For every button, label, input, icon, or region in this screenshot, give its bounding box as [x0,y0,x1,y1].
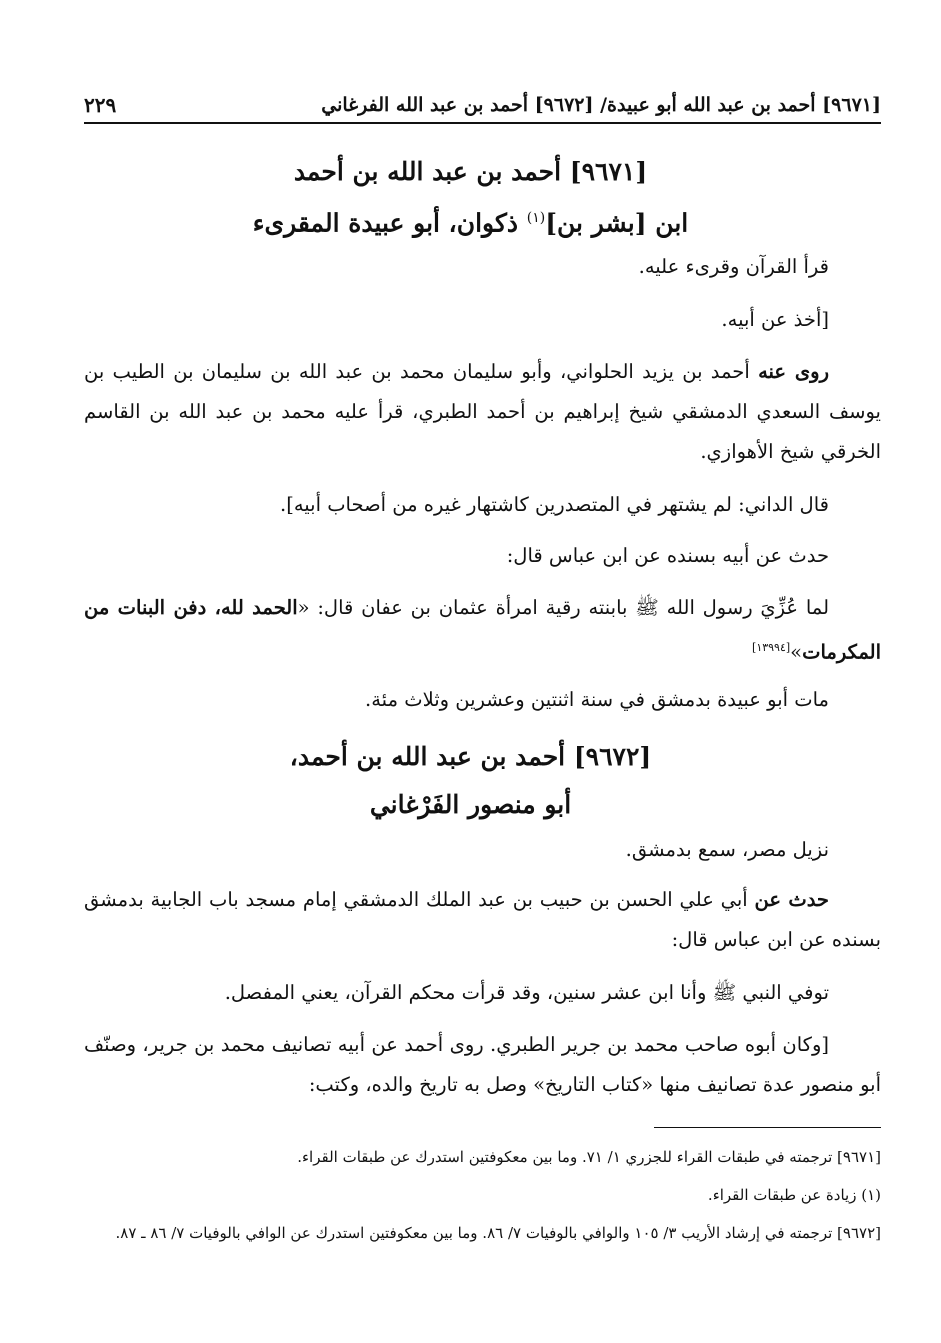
entry-9672-para-2 [84,880,881,960]
footnote-9672: [٩٦٧٢] ترجمته في إرشاد الأريب ٣/ ١٠٥ والوافي بالوفيات ٧/ ٨٦. وما بين معكوفتين استدرك عن الوافي بالوفيات ٧/ ٨٦ ـ ٨٧. [115,1224,881,1242]
narrated-from-lead: حدث عن [754,888,829,911]
entry-9671-para-4: قال الداني: لم يشتهر في المتصدرين كاشتهار غيره من أصحاب أبيه]. [280,493,829,516]
footnote-1: (١) زيادة عن طبقات القراء. [707,1186,881,1204]
hadith-quote: الحمد لله، دفن البنات من المكرمات [84,596,881,664]
entry-9672-title-line1: [٩٦٧٢] أحمد بن عبد الله بن أحمد، [289,742,652,771]
footnote-marker: (١) [526,210,546,226]
footnote-separator [654,1127,881,1128]
entry-9671-hadith [84,588,881,673]
entry-9671-para-7: مات أبو عبيدة بدمشق في سنة اثنتين وعشرين وثلاث مئة. [365,688,829,711]
title-line2-part-b: ذكوان، أبو عبيدة المقرىء [252,208,527,238]
entry-9672-para-4: [وكان أبوه صاحب محمد بن جرير الطبري. روى أحمد عن أبيه تصانيف محمد بن جرير، وصنّف أبو منصور عدة تصانيف منها «كتاب التاريخ» وصل به تاريخ والده، وكتب: [84,1033,881,1096]
entry-9671-title-line1: [٩٦٧١] أحمد بن عبد الله بن أحمد [293,157,648,186]
entry-9671-para-2: [أخذ عن أبيه. [721,308,829,331]
entry-9672-para-1: نزيل مصر، سمع بدمشق. [625,838,829,861]
hadith-ref: [١٣٩٩٤] [752,641,791,654]
narrated-from-text: أبي علي الحسن بن حبيب بن عبد الملك الدمشقي إمام مسجد باب الجابية بدمشق بسنده عن ابن عباس قال: [84,888,881,951]
entry-9672-para-3: توفي النبي ﷺ وأنا ابن عشر سنين، وقد قرأت محكم القرآن، يعني المفصل. [224,981,829,1004]
entry-9671-para-5: حدث عن أبيه بسنده عن ابن عباس قال: [506,544,829,567]
page-number: ٢٢٩ [84,93,117,117]
narrators-lead: روى عنه [758,360,830,383]
title-line2-part-a: ابن [بشر بن] [545,208,689,238]
entry-9671-para-1: قرأ القرآن وقرىء عليه. [638,255,829,278]
hadith-close: » [790,640,803,664]
footnote-9671: [٩٦٧١] ترجمته في طبقات القراء للجزري ١/ ٧١. وما بين معكوفتين استدرك عن طبقات القراء. [297,1148,881,1166]
entry-9671-title-line2 [90,196,851,245]
hadith-intro: لما عُزِّيَ رسول الله ﷺ بابنته رقية امرأة عثمان بن عفان قال: « [297,596,830,619]
entry-9672-title-line2: أبو منصور الفَرْغاني [369,790,572,819]
narrators-text: أحمد بن يزيد الحلواني، وأبو سليمان محمد بن عبد الله بن سليمان بن الطيب بن يوسف السعدي الدمشقي شيخ إبراهيم بن أحمد الطبري، قرأ عليه محمد بن عبد الله بن القاسم الخرقي شيخ الأهوازي. [84,360,881,463]
running-title: [٩٦٧١] أحمد بن عبد الله أبو عبيدة/ [٩٦٧٢] أحمد بن عبد الله الفرغاني [321,94,881,116]
entry-9671-para-3 [84,352,881,472]
page-header [84,88,881,124]
